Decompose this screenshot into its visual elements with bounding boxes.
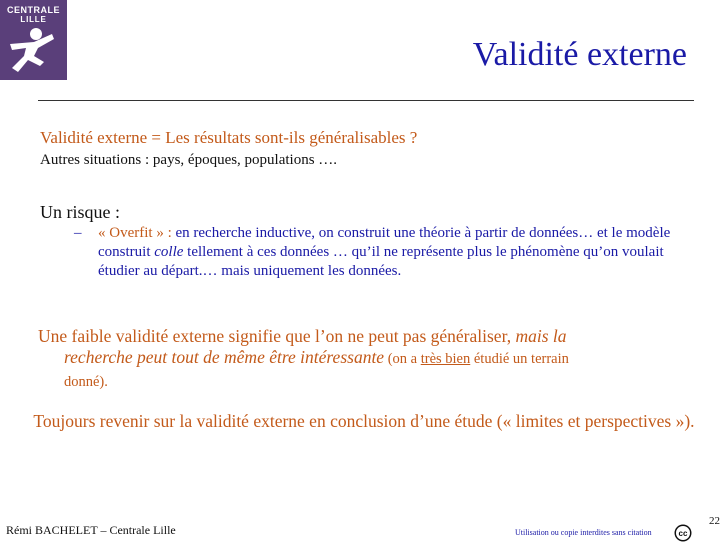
overfit-label: « Overfit » : — [98, 225, 172, 241]
slide-title: Validité externe — [472, 36, 687, 73]
title-divider — [38, 100, 694, 101]
p5-underline: très bien — [420, 351, 471, 367]
logo-line2: LILLE — [20, 15, 47, 24]
p5-italic-a: mais la — [515, 326, 567, 346]
conclusion-paragraph: Toujours revenir sur la validité externe en conclusion d’une étude (« limites et perspectives »). — [33, 411, 695, 431]
question-line: Validité externe = Les résultats sont-ils généralisables ? — [40, 128, 418, 147]
footer-author: Rémi BACHELET – Centrale Lille — [6, 523, 176, 537]
logo — [0, 0, 67, 80]
footer-notice: Utilisation ou copie interdites sans citation — [515, 528, 652, 537]
p5-small-b: étudié un terrain — [470, 351, 569, 367]
bullet-dash: – — [74, 225, 82, 241]
logo-line1: CENTRALE — [7, 5, 60, 15]
overfit-text-b: tellement à ces données … qu’il ne représente plus le phénomène qu’on voulait étudier au départ.… mais uniquement les données. — [98, 244, 664, 279]
p5-small-a: (on a — [384, 351, 421, 367]
other-situations-line: Autres situations : pays, époques, populations …. — [40, 152, 338, 168]
running-figure-icon — [0, 26, 67, 80]
page-number: 22 — [709, 515, 720, 527]
colle-word: colle — [154, 244, 184, 260]
overfit-text-a: en recherche inductive, on construit une théorie à partir de données… et le modèle construit — [98, 225, 671, 260]
p5-small-c: donné). — [64, 374, 108, 390]
low-validity-paragraph — [38, 326, 690, 393]
risk-heading: Un risque : — [40, 202, 120, 222]
creative-commons-icon — [674, 524, 692, 542]
p5-normal: Une faible validité externe signifie que l’on ne peut pas généraliser, — [38, 326, 516, 346]
cc-label: cc — [678, 529, 688, 539]
overfit-text — [98, 224, 698, 281]
p5-italic-b: recherche peut tout de même être intéressante — [64, 347, 385, 367]
